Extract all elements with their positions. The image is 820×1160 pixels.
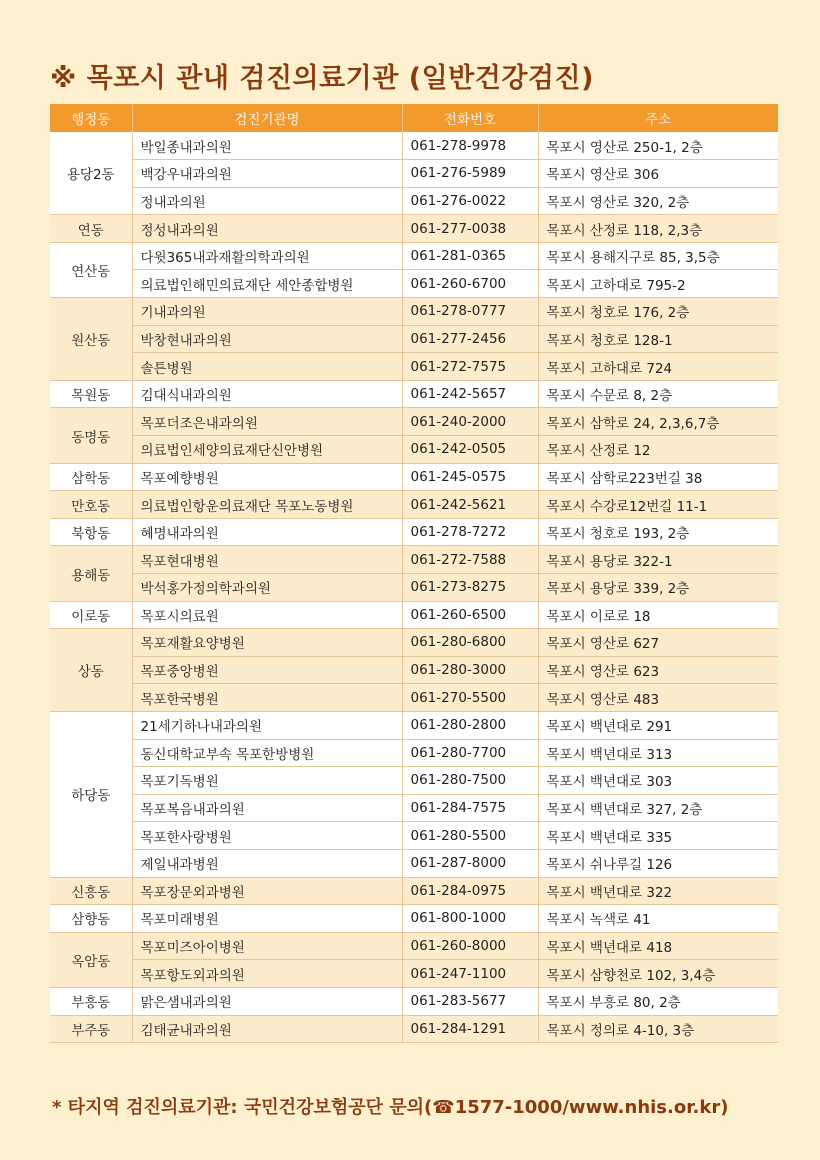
phone-cell: 061-270-5500 xyxy=(402,684,538,712)
dong-cell: 옥암동 xyxy=(50,932,132,987)
clinic-name-cell: 제일내과병원 xyxy=(132,849,402,877)
table-row xyxy=(50,629,778,657)
clinic-name-cell: 의료법인항운의료재단 목포노동병원 xyxy=(132,491,402,519)
clinic-name-cell: 정성내과의원 xyxy=(132,215,402,243)
table-row xyxy=(50,132,778,160)
address-cell: 목포시 용당로 339, 2층 xyxy=(538,574,778,602)
dong-cell: 용당2동 xyxy=(50,132,132,215)
clinic-name-cell: 의료법인해민의료재단 세안종합병원 xyxy=(132,270,402,298)
dong-cell: 삼학동 xyxy=(50,463,132,491)
table-row xyxy=(50,601,778,629)
address-cell: 목포시 정의로 4-10, 3층 xyxy=(538,1015,778,1043)
phone-cell: 061-242-5621 xyxy=(402,491,538,519)
address-cell: 목포시 백년대로 313 xyxy=(538,739,778,767)
table-row xyxy=(50,325,778,353)
clinic-name-cell: 기내과의원 xyxy=(132,298,402,326)
phone-cell: 061-260-8000 xyxy=(402,932,538,960)
clinic-name-cell: 목포한사랑병원 xyxy=(132,822,402,850)
clinic-name-cell: 동신대학교부속 목포한방병원 xyxy=(132,739,402,767)
phone-cell: 061-280-6800 xyxy=(402,629,538,657)
dong-cell: 하당동 xyxy=(50,711,132,877)
dong-cell: 삼향동 xyxy=(50,905,132,933)
table-row xyxy=(50,574,778,602)
address-cell: 목포시 백년대로 335 xyxy=(538,822,778,850)
table-row xyxy=(50,987,778,1015)
phone-cell: 061-245-0575 xyxy=(402,463,538,491)
clinic-name-cell: 목포기독병원 xyxy=(132,767,402,795)
header-clinic-name: 검진기관명 xyxy=(132,104,402,132)
table-row xyxy=(50,656,778,684)
table-row xyxy=(50,822,778,850)
table-row xyxy=(50,711,778,739)
phone-cell: 061-272-7575 xyxy=(402,353,538,381)
address-cell: 목포시 백년대로 327, 2층 xyxy=(538,794,778,822)
footer-note: * 타지역 검진의료기관: 국민건강보험공단 문의(☎1577-1000/www.nhis.or.kr) xyxy=(52,1097,729,1118)
address-cell: 목포시 고하대로 795-2 xyxy=(538,270,778,298)
table-row xyxy=(50,436,778,464)
clinic-name-cell: 목포시의료원 xyxy=(132,601,402,629)
clinic-name-cell: 목포현대병원 xyxy=(132,546,402,574)
phone-cell: 061-280-2800 xyxy=(402,711,538,739)
phone-cell: 061-277-2456 xyxy=(402,325,538,353)
address-cell: 목포시 청호로 128-1 xyxy=(538,325,778,353)
address-cell: 목포시 백년대로 322 xyxy=(538,877,778,905)
phone-cell: 061-276-0022 xyxy=(402,187,538,215)
dong-cell: 부흥동 xyxy=(50,987,132,1015)
address-cell: 목포시 영산로 306 xyxy=(538,160,778,188)
table-row xyxy=(50,932,778,960)
clinic-name-cell: 목포미래병원 xyxy=(132,905,402,933)
clinic-name-cell: 목포장문외과병원 xyxy=(132,877,402,905)
clinic-table xyxy=(50,104,778,1043)
address-cell: 목포시 영산로 320, 2층 xyxy=(538,187,778,215)
table-row xyxy=(50,546,778,574)
clinic-name-cell: 맑은샘내과의원 xyxy=(132,987,402,1015)
header-phone: 전화번호 xyxy=(402,104,538,132)
page-title: ※ 목포시 관내 검진의료기관 (일반건강검진) xyxy=(50,63,594,94)
address-cell: 목포시 녹색로 41 xyxy=(538,905,778,933)
table-row xyxy=(50,380,778,408)
address-cell: 목포시 산정로 118, 2,3층 xyxy=(538,215,778,243)
dong-cell: 부주동 xyxy=(50,1015,132,1043)
table-row xyxy=(50,270,778,298)
phone-cell: 061-284-1291 xyxy=(402,1015,538,1043)
address-cell: 목포시 이로로 18 xyxy=(538,601,778,629)
table-row xyxy=(50,684,778,712)
address-cell: 목포시 삼학로223번길 38 xyxy=(538,463,778,491)
address-cell: 목포시 수강로12번길 11-1 xyxy=(538,491,778,519)
address-cell: 목포시 백년대로 291 xyxy=(538,711,778,739)
address-cell: 목포시 고하대로 724 xyxy=(538,353,778,381)
phone-cell: 061-287-8000 xyxy=(402,849,538,877)
phone-cell: 061-281-0365 xyxy=(402,242,538,270)
clinic-name-cell: 김대식내과의원 xyxy=(132,380,402,408)
clinic-name-cell: 목포예향병원 xyxy=(132,463,402,491)
address-cell: 목포시 산정로 12 xyxy=(538,436,778,464)
table-row xyxy=(50,960,778,988)
header-address: 주소 xyxy=(538,104,778,132)
clinic-name-cell: 박일종내과의원 xyxy=(132,132,402,160)
phone-cell: 061-242-5657 xyxy=(402,380,538,408)
clinic-name-cell: 박석홍가정의학과의원 xyxy=(132,574,402,602)
address-cell: 목포시 삼향천로 102, 3,4층 xyxy=(538,960,778,988)
phone-cell: 061-278-7272 xyxy=(402,518,538,546)
dong-cell: 연산동 xyxy=(50,242,132,297)
clinic-name-cell: 21세기하나내과의원 xyxy=(132,711,402,739)
phone-cell: 061-276-5989 xyxy=(402,160,538,188)
phone-cell: 061-278-0777 xyxy=(402,298,538,326)
address-cell: 목포시 백년대로 303 xyxy=(538,767,778,795)
dong-cell: 원산동 xyxy=(50,298,132,381)
clinic-name-cell: 목포한국병원 xyxy=(132,684,402,712)
table-row xyxy=(50,905,778,933)
dong-cell: 신흥동 xyxy=(50,877,132,905)
clinic-name-cell: 목포더조은내과의원 xyxy=(132,408,402,436)
table-row xyxy=(50,298,778,326)
phone-cell: 061-280-5500 xyxy=(402,822,538,850)
address-cell: 목포시 부흥로 80, 2층 xyxy=(538,987,778,1015)
dong-cell: 만호동 xyxy=(50,491,132,519)
address-cell: 목포시 영산로 623 xyxy=(538,656,778,684)
phone-cell: 061-280-7700 xyxy=(402,739,538,767)
phone-cell: 061-278-9978 xyxy=(402,132,538,160)
table-row xyxy=(50,1015,778,1043)
phone-cell: 061-272-7588 xyxy=(402,546,538,574)
table-row xyxy=(50,849,778,877)
table-body xyxy=(50,132,778,1043)
table-row xyxy=(50,518,778,546)
address-cell: 목포시 용해지구로 85, 3,5층 xyxy=(538,242,778,270)
clinic-name-cell: 정내과의원 xyxy=(132,187,402,215)
address-cell: 목포시 청호로 176, 2층 xyxy=(538,298,778,326)
phone-cell: 061-283-5677 xyxy=(402,987,538,1015)
table-row xyxy=(50,767,778,795)
dong-cell: 상동 xyxy=(50,629,132,712)
header-dong: 행정동 xyxy=(50,104,132,132)
table-row xyxy=(50,215,778,243)
clinic-name-cell: 박창현내과의원 xyxy=(132,325,402,353)
address-cell: 목포시 백년대로 418 xyxy=(538,932,778,960)
clinic-name-cell: 의료법인세양의료재단신안병원 xyxy=(132,436,402,464)
clinic-name-cell: 목포복음내과의원 xyxy=(132,794,402,822)
table-row xyxy=(50,794,778,822)
clinic-name-cell: 목포재활요양병원 xyxy=(132,629,402,657)
address-cell: 목포시 삼학로 24, 2,3,6,7층 xyxy=(538,408,778,436)
address-cell: 목포시 쉬나루길 126 xyxy=(538,849,778,877)
phone-cell: 061-242-0505 xyxy=(402,436,538,464)
clinic-name-cell: 다윗365내과재활의학과의원 xyxy=(132,242,402,270)
phone-cell: 061-800-1000 xyxy=(402,905,538,933)
clinic-name-cell: 목포미즈아이병원 xyxy=(132,932,402,960)
dong-cell: 동명동 xyxy=(50,408,132,463)
clinic-name-cell: 김태균내과의원 xyxy=(132,1015,402,1043)
address-cell: 목포시 영산로 627 xyxy=(538,629,778,657)
table-header-row xyxy=(50,104,778,132)
dong-cell: 목원동 xyxy=(50,380,132,408)
phone-cell: 061-284-0975 xyxy=(402,877,538,905)
dong-cell: 용해동 xyxy=(50,546,132,601)
address-cell: 목포시 영산로 483 xyxy=(538,684,778,712)
table-row xyxy=(50,463,778,491)
clinic-name-cell: 백강우내과의원 xyxy=(132,160,402,188)
address-cell: 목포시 용당로 322-1 xyxy=(538,546,778,574)
phone-cell: 061-260-6700 xyxy=(402,270,538,298)
phone-cell: 061-240-2000 xyxy=(402,408,538,436)
phone-cell: 061-280-7500 xyxy=(402,767,538,795)
phone-cell: 061-284-7575 xyxy=(402,794,538,822)
clinic-name-cell: 목포항도외과의원 xyxy=(132,960,402,988)
table-row xyxy=(50,353,778,381)
address-cell: 목포시 청호로 193, 2층 xyxy=(538,518,778,546)
table-row xyxy=(50,491,778,519)
table-row xyxy=(50,242,778,270)
dong-cell: 북항동 xyxy=(50,518,132,546)
clinic-name-cell: 혜명내과의원 xyxy=(132,518,402,546)
phone-cell: 061-277-0038 xyxy=(402,215,538,243)
table-row xyxy=(50,160,778,188)
table-row xyxy=(50,408,778,436)
phone-cell: 061-273-8275 xyxy=(402,574,538,602)
address-cell: 목포시 영산로 250-1, 2층 xyxy=(538,132,778,160)
dong-cell: 연동 xyxy=(50,215,132,243)
table-row xyxy=(50,877,778,905)
phone-cell: 061-247-1100 xyxy=(402,960,538,988)
dong-cell: 이로동 xyxy=(50,601,132,629)
address-cell: 목포시 수문로 8, 2층 xyxy=(538,380,778,408)
clinic-name-cell: 목포중앙병원 xyxy=(132,656,402,684)
table-row xyxy=(50,739,778,767)
clinic-name-cell: 솔튼병원 xyxy=(132,353,402,381)
table-row xyxy=(50,187,778,215)
phone-cell: 061-260-6500 xyxy=(402,601,538,629)
phone-cell: 061-280-3000 xyxy=(402,656,538,684)
